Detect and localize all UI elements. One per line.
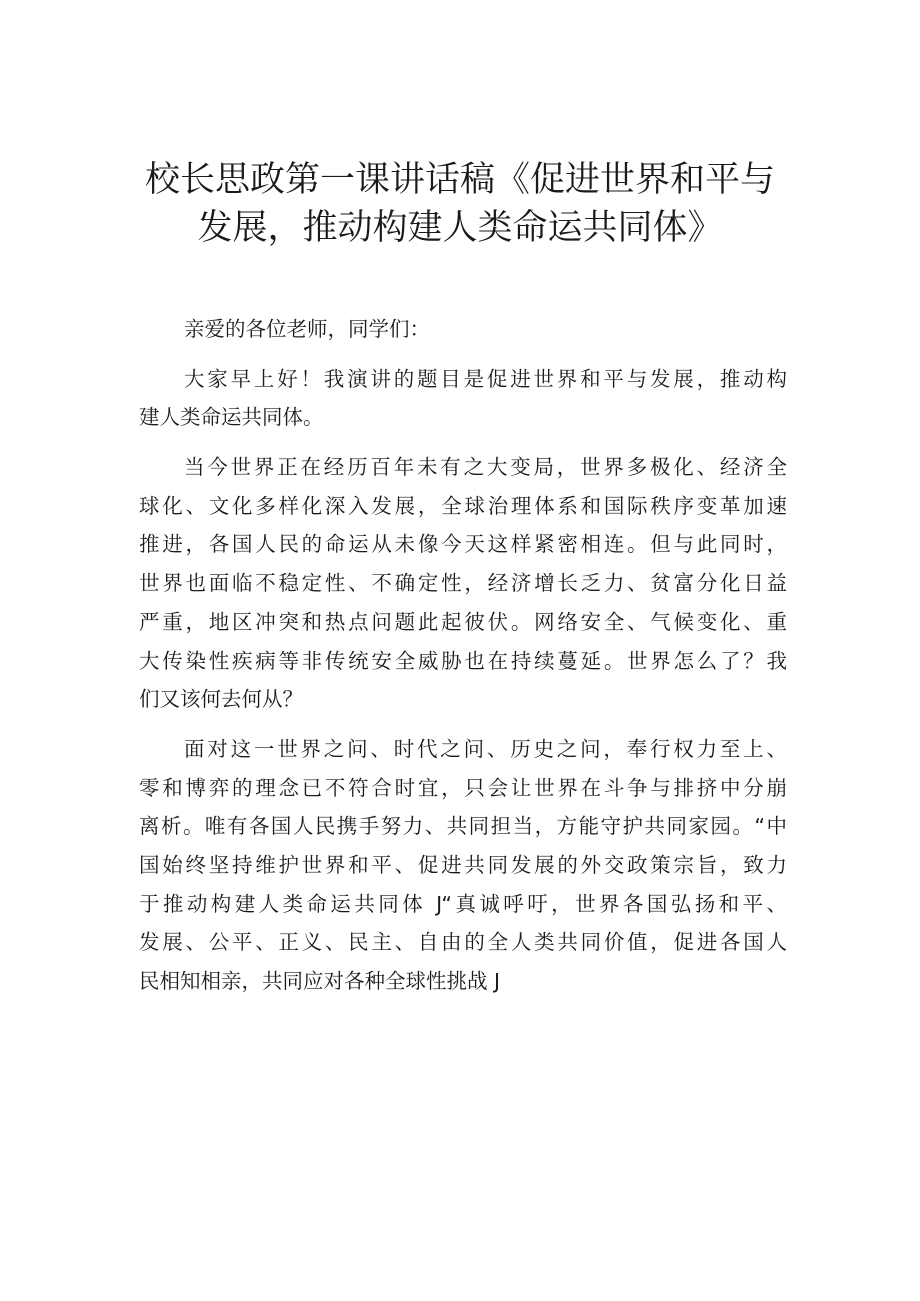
paragraph-line: 球化、文化多样化深入发展，全球治理体系和国际秩序变革加速 — [139, 493, 787, 518]
document-title — [120, 156, 800, 252]
paragraph-line: 民相知相亲，共同应对各种全球性挑战 J — [139, 969, 501, 993]
paragraph — [139, 360, 787, 437]
paragraph-line: 建人类命运共同体。 — [139, 405, 324, 430]
paragraph-line: 们又该何去何从？ — [139, 687, 303, 712]
paragraph-line: 世界也面临不稳定性、不确定性，经济增长乏力、贫富分化日益 — [139, 571, 787, 596]
paragraph-line: 零和博弈的理念已不符合时宜，只会让世界在斗争与排挤中分崩 — [139, 775, 787, 800]
title-line: 发展，推动构建人类命运共同体》 — [197, 208, 723, 248]
salutation: 亲爱的各位老师，同学们： — [184, 317, 430, 341]
paragraph-line: 离析。唯有各国人民携手努力、共同担当，方能守护共同家园。“中 — [139, 814, 787, 839]
paragraph — [139, 730, 787, 1001]
paragraph-line: 国始终坚持维护世界和平、促进共同发展的外交政策宗旨，致力 — [139, 852, 787, 877]
paragraph-line: 于推动构建人类命运共同体 J“真诚呼吁，世界各国弘扬和平、 — [139, 891, 787, 916]
paragraph-line: 大家早上好！我演讲的题目是促进世界和平与发展，推动构 — [184, 366, 787, 391]
document-body — [139, 310, 787, 1001]
paragraph-line: 大传染性疾病等非传统安全威胁也在持续蔓延。世界怎么了？我 — [139, 648, 787, 673]
paragraph — [139, 448, 787, 719]
paragraph-line: 面对这一世界之问、时代之问、历史之问，奉行权力至上、 — [184, 736, 787, 761]
paragraph-line: 当今世界正在经历百年未有之大变局，世界多极化、经济全 — [184, 455, 787, 480]
paragraph-line: 发展、公平、正义、民主、自由的全人类共同价值，促进各国人 — [139, 930, 787, 955]
title-line: 校长思政第一课讲话稿《促进世界和平与 — [144, 160, 775, 200]
paragraph-line: 严重，地区冲突和热点问题此起彼伏。网络安全、气候变化、重 — [139, 609, 787, 634]
paragraph-line: 推进，各国人民的命运从未像今天这样紧密相连。但与此同时， — [139, 532, 787, 557]
